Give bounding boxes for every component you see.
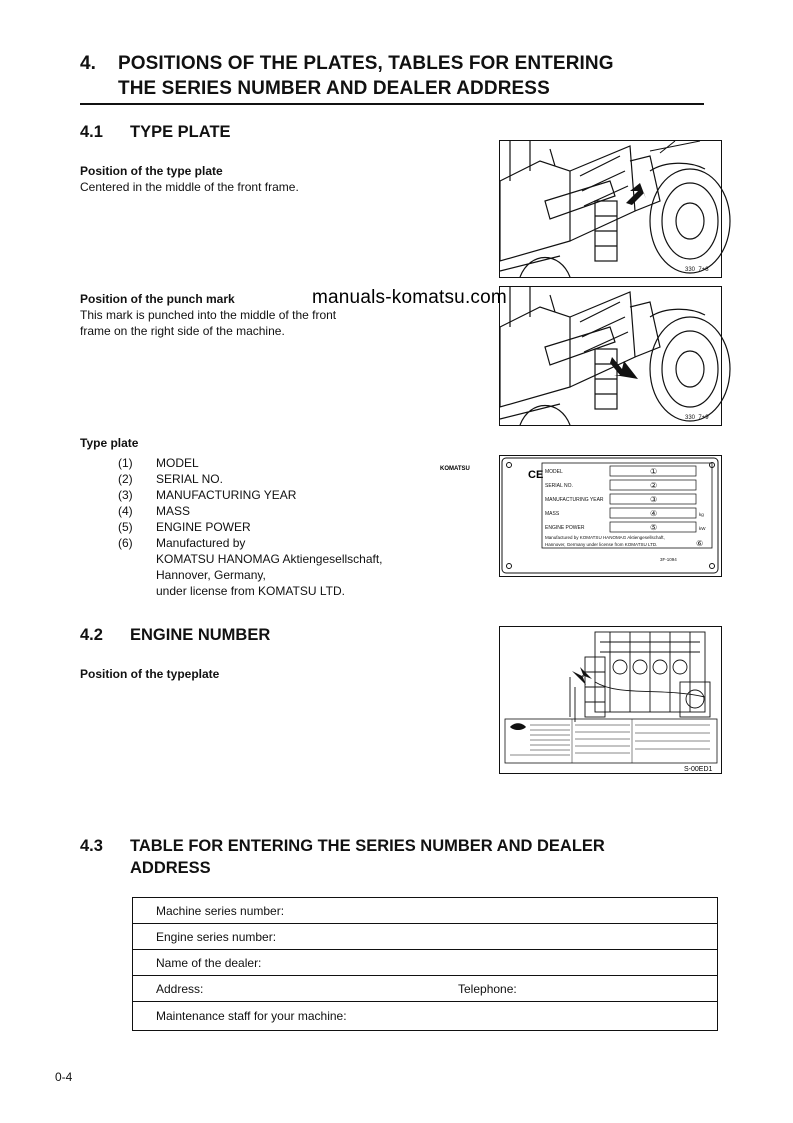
section-4-2-number: 4.2 [80,626,103,644]
page-number: 0-4 [55,1070,73,1084]
legend-text: ENGINE POWER [156,520,251,534]
legend-text: Manufactured by [156,536,246,550]
plate-field-mass: MASS [545,511,560,517]
engine-series-label: Engine series number: [156,929,277,944]
plate-field-power: ENGINE POWER [545,525,585,531]
type-plate-legend [118,455,383,599]
address-row[interactable] [133,976,717,1002]
legend-continuation: under license from KOMATSU LTD. [156,584,345,598]
legend-number: (6) [118,536,133,550]
punch-mark-label: Position of the punch mark [80,292,235,306]
legend-item [118,535,383,551]
legend-number: (4) [118,504,133,518]
legend-text: MASS [156,504,191,518]
figure-type-plate [440,455,722,577]
figure-code: 330_7+9 [685,415,709,421]
plate-unit: kg [699,512,704,517]
section-4-1-title: TYPE PLATE [130,123,231,141]
legend-continuation: KOMATSU HANOMAG Aktiengesellschaft, [156,552,383,566]
section-4-3-title-line1: TABLE FOR ENTERING THE SERIES NUMBER AND DEALER [130,837,605,855]
legend-item [118,551,383,567]
legend-item [118,583,383,599]
legend-number: (2) [118,472,133,486]
rivet-icon [507,463,512,468]
section-4-3-number: 4.3 [80,837,103,855]
legend-item [118,471,383,487]
engine-illustration [500,627,721,773]
plate-marker: ⑤ [650,523,658,532]
dealer-name-label: Name of the dealer: [156,955,262,970]
maintenance-staff-row[interactable] [133,1002,717,1030]
maintenance-staff-label: Maintenance staff for your machine: [156,1009,347,1023]
heading-rule [80,103,704,105]
legend-item [118,519,383,535]
engine-series-row[interactable] [133,924,717,950]
section-4-1-number: 4.1 [80,123,103,141]
legend-text: SERIAL NO. [156,472,223,486]
legend-text: MANUFACTURING YEAR [156,488,297,502]
ce-mark: CE [528,469,544,481]
figure-punch-mark-position [499,286,722,426]
plate-marker: ② [650,481,658,490]
plate-marker: ⑥ [696,539,704,548]
telephone-label: Telephone: [458,981,517,996]
legend-continuation: Hannover, Germany, [156,568,266,582]
series-dealer-table [132,897,718,1031]
plate-code: 3F-1094 [660,557,677,562]
type-plate-label: Type plate [80,436,139,450]
engine-plate-position-label: Position of the typeplate [80,667,220,681]
legend-number: (1) [118,456,133,470]
plate-brand: KOMATSU [440,466,470,472]
chapter-title-line1: POSITIONS OF THE PLATES, TABLES FOR ENTERING [118,53,614,74]
rivet-icon [710,564,715,569]
punch-mark-text-2: frame on the right side of the machine. [80,324,285,338]
plate-marker: ① [650,467,658,476]
rivet-icon [507,564,512,569]
figure-code: S-00ED1 [684,766,713,773]
figure-code: 330_7+8 [685,267,709,273]
plate-field-year: MANUFACTURING YEAR [545,497,604,503]
machine-series-row[interactable] [133,898,717,924]
legend-number: (5) [118,520,133,534]
address-label: Address: [156,981,204,996]
chapter-title-line2: THE SERIES NUMBER AND DEALER ADDRESS [118,78,550,99]
machine-illustration-punch [500,287,721,425]
plate-marker: ④ [650,509,658,518]
machine-illustration [500,141,721,277]
watermark: manuals-komatsu.com [312,287,507,308]
legend-item [118,455,383,471]
legend-item [118,503,383,519]
plate-footer-1: Manufactured by KOMATSU HANOMAG Aktiengesellschaft, [545,535,665,540]
type-plate-drawing [440,456,721,576]
machine-series-label: Machine series number: [156,903,285,918]
legend-text: MODEL [156,456,199,470]
section-4-2-title: ENGINE NUMBER [130,626,271,644]
chapter-number: 4. [80,53,97,74]
legend-item [118,487,383,503]
plate-unit: kW [699,526,706,531]
plate-marker: ③ [650,495,658,504]
legend-number: (3) [118,488,133,502]
plate-field-model: MODEL [545,469,563,475]
plate-footer-2: Hannover, Germany under license from KOMATSU LTD. [545,542,658,547]
punch-mark-text-1: This mark is punched into the middle of the front [80,308,337,322]
plate-field-serial: SERIAL NO. [545,483,573,489]
figure-engine-number [499,626,722,774]
type-plate-position-text: Centered in the middle of the front frame. [80,180,299,194]
dealer-name-row[interactable] [133,950,717,976]
figure-type-plate-position [499,140,722,278]
section-4-3-title-line2: ADDRESS [130,859,211,877]
type-plate-position-label: Position of the type plate [80,164,223,178]
legend-item [118,567,383,583]
